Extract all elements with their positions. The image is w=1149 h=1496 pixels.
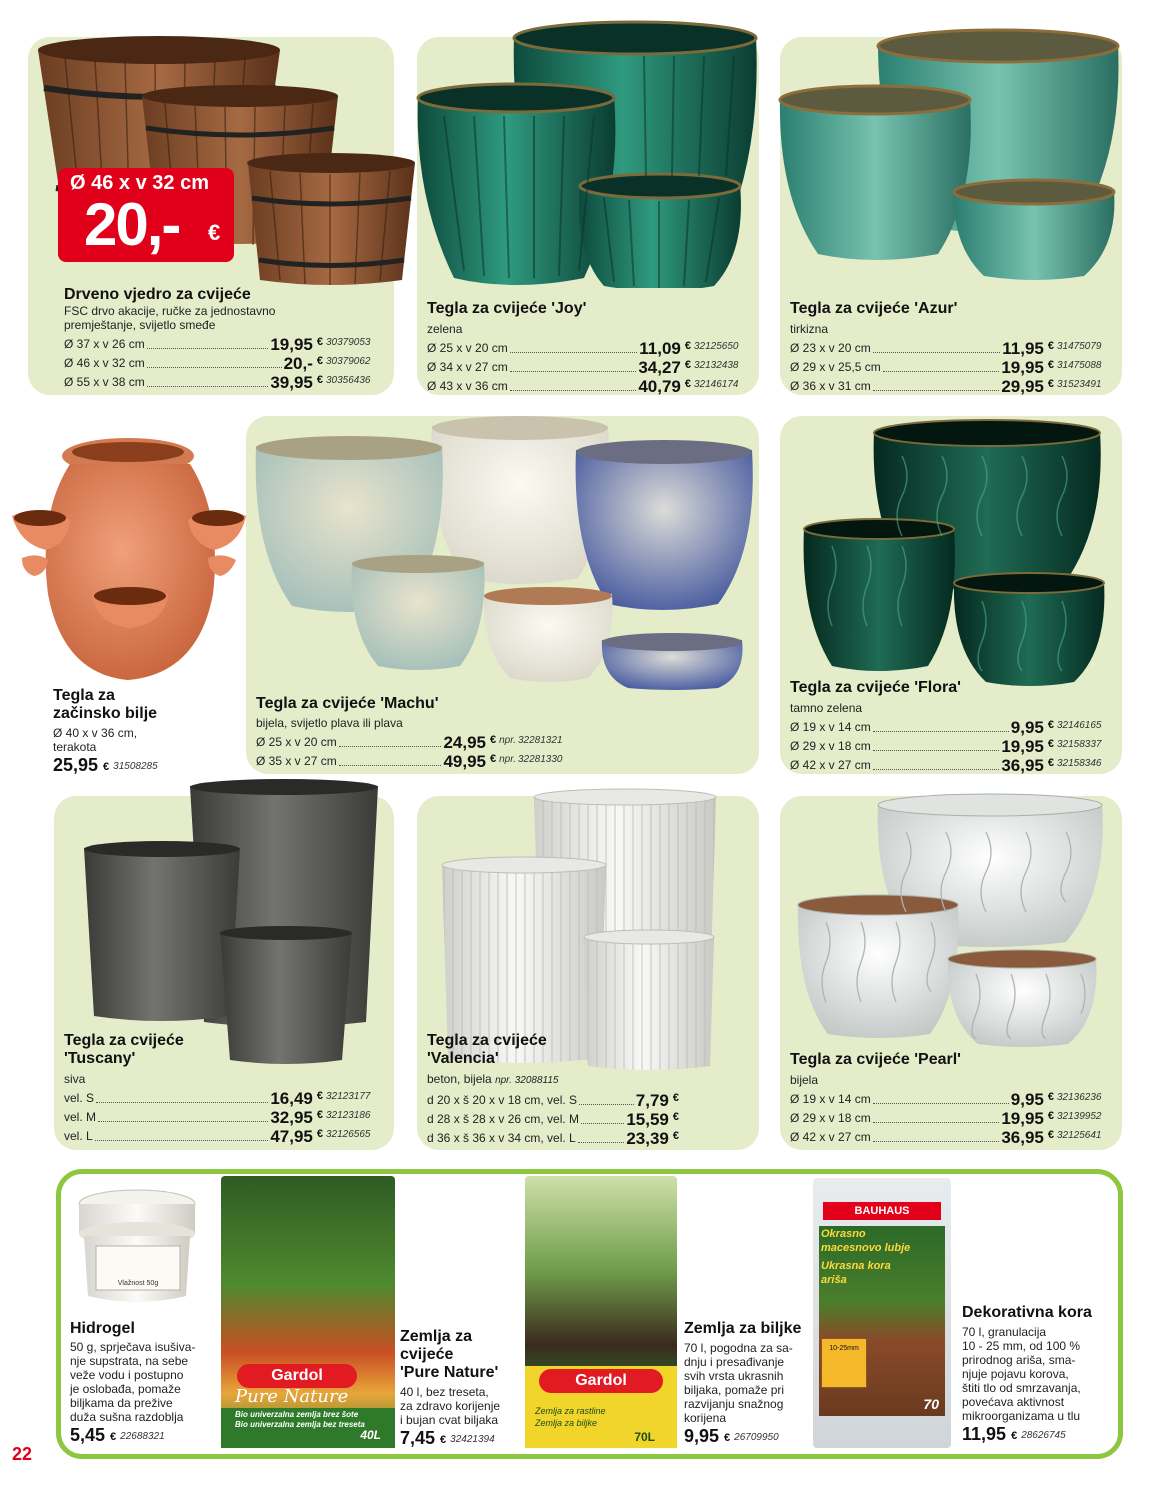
product-title: Tegla za cvijeće <box>64 1032 184 1049</box>
herbs-info <box>53 687 243 774</box>
price-line: 5,45 € 22688321 <box>70 1425 165 1445</box>
npr-code: npr. 32088115 <box>495 1075 559 1086</box>
tuscany-info <box>64 1032 384 1145</box>
bag-brand: Gardol <box>237 1364 357 1388</box>
pearl-info <box>790 1051 1115 1146</box>
azur-pots-image <box>778 26 1123 282</box>
price-line: d 28 x š 28 x v 26 cm, vel. M 15,59 € <box>427 1110 679 1129</box>
joy-info <box>427 300 752 395</box>
price-line: Ø 19 x v 14 cm 9,95 € 32146165 <box>790 718 1102 737</box>
machu-pots-image <box>252 410 760 690</box>
price-line: 11,95 € 28626745 <box>962 1424 1066 1444</box>
hidrogel-jar-image <box>74 1184 200 1310</box>
product-title: Tegla za cvijeće 'Machu' <box>256 695 439 712</box>
flora-pots-image <box>782 416 1122 692</box>
price-line: Ø 42 x v 27 cm 36,95 € 32125641 <box>790 1128 1102 1147</box>
machu-info <box>256 695 576 770</box>
product-desc: FSC drvo akacije, ručke za jednostavno <box>64 304 276 318</box>
product-title: 'Tuscany' <box>64 1050 136 1067</box>
product-desc: nje supstrata, na sebe <box>70 1354 189 1368</box>
pure-nature-info <box>400 1328 520 1447</box>
biljke-info <box>684 1320 804 1445</box>
price-line: d 20 x š 20 x v 18 cm, vel. S 7,79 € <box>427 1091 679 1110</box>
bag-text: Ukrasna kora <box>821 1260 891 1272</box>
joy-pots-image <box>414 16 764 288</box>
page-number: 22 <box>12 1444 33 1464</box>
price-line: vel. L 47,95 € 32126565 <box>64 1127 371 1146</box>
product-title: Zemlja za <box>400 1328 473 1345</box>
herb-pot-image <box>8 434 248 682</box>
product-title: Tegla za <box>53 687 115 704</box>
product-desc: svih vrsta ukrasnih <box>684 1369 784 1383</box>
bag-text: macesnovo lubje <box>821 1242 911 1254</box>
bag-line: Pure Nature <box>235 1386 349 1407</box>
price-line: Ø 25 x v 20 cm 11,09 € 32125650 <box>427 339 739 358</box>
price-line: Ø 35 x v 27 cm 49,95 € npr. 32281330 <box>256 752 563 771</box>
azur-info <box>790 300 1115 395</box>
bag-sub: Zemlja za biljke <box>535 1418 598 1428</box>
bag-sub: Bio univerzalna zemlja bez treseta <box>235 1420 365 1429</box>
price-line: Ø 42 x v 27 cm 36,95 € 32158346 <box>790 756 1102 775</box>
price-line: Ø 46 x v 32 cm 20,- € 30379062 <box>64 354 371 373</box>
product-desc: prirodnog ariša, sma- <box>962 1353 1076 1367</box>
product-desc: korijena <box>684 1411 727 1425</box>
bag-text: Okrasno <box>821 1228 866 1240</box>
product-desc: bijela <box>790 1073 819 1087</box>
product-desc: razvijanju snažnog <box>684 1397 784 1411</box>
badge-size: Ø 46 x v 32 cm <box>70 172 209 194</box>
bag-text: ariša <box>821 1274 847 1286</box>
product-desc: 70 l, granulacija <box>962 1325 1047 1339</box>
pearl-pots-image <box>796 792 1114 1048</box>
tuscany-pots-image <box>80 776 390 1066</box>
hidrogel-info <box>70 1320 230 1444</box>
product-desc: i bujan cvat biljaka <box>400 1413 499 1427</box>
product-desc: terakota <box>53 740 97 754</box>
price-line: vel. S 16,49 € 32123177 <box>64 1089 371 1108</box>
product-title: začinsko bilje <box>53 705 158 722</box>
product-desc: biljkama da prežive <box>70 1396 173 1410</box>
wooden-info <box>64 286 384 391</box>
product-title: 'Valencia' <box>427 1050 499 1067</box>
price-line: Ø 19 x v 14 cm 9,95 € 32136236 <box>790 1090 1102 1109</box>
bag-volume: 40L <box>360 1428 381 1442</box>
badge-currency: € <box>208 220 221 245</box>
product-title: Tegla za cvijeće 'Pearl' <box>790 1051 961 1068</box>
price-line: Ø 29 x v 18 cm 19,95 € 32139952 <box>790 1109 1102 1128</box>
price-line: Ø 55 x v 38 cm 39,95 € 30356436 <box>64 373 371 392</box>
bag-grain: 10-25mm <box>821 1338 867 1388</box>
product-title: Tegla za cvijeće <box>427 1032 547 1049</box>
bag-sub: Zemlja za rastline <box>535 1406 606 1416</box>
valencia-info <box>427 1032 752 1147</box>
flora-info <box>790 679 1115 774</box>
price-line: Ø 25 x v 20 cm 24,95 € npr. 32281321 <box>256 733 563 752</box>
price-line: Ø 29 x v 25,5 cm 19,95 € 31475088 <box>790 358 1102 377</box>
price-line: 7,45 € 32421394 <box>400 1428 495 1448</box>
product-desc: beton, bijela npr. 32088115 <box>427 1072 559 1086</box>
price-line: Ø 29 x v 18 cm 19,95 € 32158337 <box>790 737 1102 756</box>
product-desc: tamno zelena <box>790 701 863 715</box>
product-desc: biljaka, pomaže pri <box>684 1383 785 1397</box>
product-desc: 10 - 25 mm, od 100 % <box>962 1339 1081 1353</box>
product-title: Hidrogel <box>70 1320 135 1337</box>
product-desc: za zdravo korijenje <box>400 1399 501 1413</box>
price-line: d 36 x š 36 x v 34 cm, vel. L 23,39 € <box>427 1129 679 1148</box>
product-desc: dnju i presađivanje <box>684 1355 785 1369</box>
price-line: vel. M 32,95 € 32123186 <box>64 1108 371 1127</box>
product-title: Tegla za cvijeće 'Joy' <box>427 300 587 317</box>
price-line: Ø 43 x v 36 cm 40,79 € 32146174 <box>427 377 739 396</box>
product-desc: 40 l, bez treseta, <box>400 1385 489 1399</box>
badge-price: 20,- <box>84 191 180 258</box>
product-desc: zelena <box>427 322 463 336</box>
biljke-bag-image <box>525 1176 677 1448</box>
bag-brand: Gardol <box>539 1369 663 1393</box>
product-title: Zemlja za biljke <box>684 1320 802 1337</box>
product-desc: štiti tlo od smrzavanja, <box>962 1381 1081 1395</box>
product-desc: tirkizna <box>790 322 829 336</box>
product-desc: Ø 40 x v 36 cm, <box>53 726 138 740</box>
product-desc: premještanje, svijetlo smeđe <box>64 318 216 332</box>
product-desc: mikroorganizama u tlu <box>962 1409 1081 1423</box>
bag-sub: Bio univerzalna zemlja brez šote <box>235 1410 359 1419</box>
product-desc: veže vodu i postupno <box>70 1368 184 1382</box>
product-desc: bijela, svijetlo plava ili plava <box>256 716 403 730</box>
product-desc: 70 l, pogodna za sa- <box>684 1341 793 1355</box>
price-line: 9,95 € 26709950 <box>684 1426 779 1446</box>
price-line: 25,95 € 31508285 <box>53 755 158 775</box>
product-title: Tegla za cvijeće 'Flora' <box>790 679 961 696</box>
product-title: 'Pure Nature' <box>400 1364 499 1381</box>
product-desc: njuje pojavu korova, <box>962 1367 1069 1381</box>
bag-brand: BAUHAUS <box>823 1202 941 1220</box>
product-desc: duža sušna razdoblja <box>70 1410 184 1424</box>
jar-label: Vlažnost 50g <box>117 1280 159 1287</box>
product-title: Dekorativna kora <box>962 1304 1092 1321</box>
kora-bag-image <box>813 1178 951 1448</box>
product-title: Drveno vjedro za cvijeće <box>64 286 251 303</box>
price-line: Ø 37 x v 26 cm 19,95 € 30379053 <box>64 335 371 354</box>
product-desc: je oslobađa, pomaže <box>70 1382 181 1396</box>
product-title: cvijeće <box>400 1346 454 1363</box>
product-desc: 50 g, sprječava isušiva- <box>70 1340 196 1354</box>
product-desc: siva <box>64 1072 86 1086</box>
pure-nature-bag-image <box>221 1176 395 1448</box>
product-desc: povećava aktivnost <box>962 1395 1065 1409</box>
price-line: Ø 23 x v 20 cm 11,95 € 31475079 <box>790 339 1102 358</box>
price-badge <box>58 168 234 262</box>
product-title: Tegla za cvijeće 'Azur' <box>790 300 958 317</box>
kora-info <box>962 1304 1112 1443</box>
price-line: Ø 36 x v 31 cm 29,95 € 31523491 <box>790 377 1102 396</box>
bag-volume: 70 <box>923 1396 939 1412</box>
price-line: Ø 34 x v 27 cm 34,27 € 32132438 <box>427 358 739 377</box>
bag-volume: 70L <box>634 1430 655 1444</box>
